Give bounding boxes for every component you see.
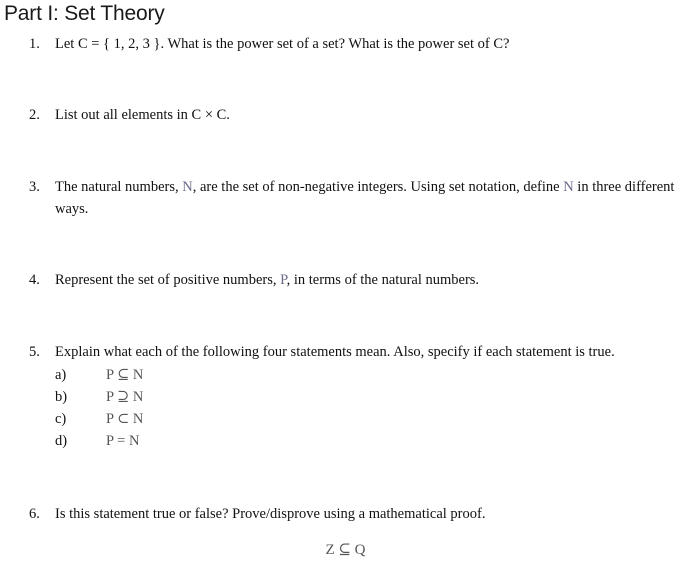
- statement-letter: c): [55, 411, 67, 427]
- question-number: 3.: [29, 179, 40, 195]
- question-text: Is this statement true or false? Prove/disprove using a mathematical proof.: [55, 506, 486, 522]
- statement-letter: a): [55, 367, 67, 383]
- positive-numbers-symbol: P: [280, 272, 287, 288]
- proof-statement: Z ⊆ Q: [325, 542, 366, 558]
- statement-letter: d): [55, 433, 68, 449]
- page-title: Part I: Set Theory: [4, 2, 165, 25]
- statement-expression: P ⊆ N: [106, 367, 144, 383]
- natural-numbers-symbol: N: [182, 179, 193, 195]
- question-text: The natural numbers, N, are the set of non-negative integers. Using set notation, define N in three different ways.: [55, 179, 675, 217]
- question-number: 1.: [29, 36, 40, 52]
- statement-letter: b): [55, 389, 68, 405]
- statement-expression: P ⊂ N: [106, 411, 144, 427]
- question-number: 5.: [29, 344, 40, 360]
- question-number: 4.: [29, 272, 40, 288]
- statement-expression: P ⊇ N: [106, 389, 144, 405]
- question-text: Explain what each of the following four statements mean. Also, specify if each statement is true.: [55, 344, 615, 360]
- question-text: Represent the set of positive numbers, P, in terms of the natural numbers.: [55, 272, 480, 288]
- natural-numbers-symbol: N: [563, 179, 574, 195]
- statement-expression: P = N: [106, 433, 140, 449]
- question-text: Let C = { 1, 2, 3 }. What is the power set of a set? What is the power set of C?: [55, 36, 510, 52]
- question-text: List out all elements in C × C.: [55, 107, 230, 123]
- question-number: 2.: [29, 107, 40, 123]
- question-number: 6.: [29, 506, 40, 522]
